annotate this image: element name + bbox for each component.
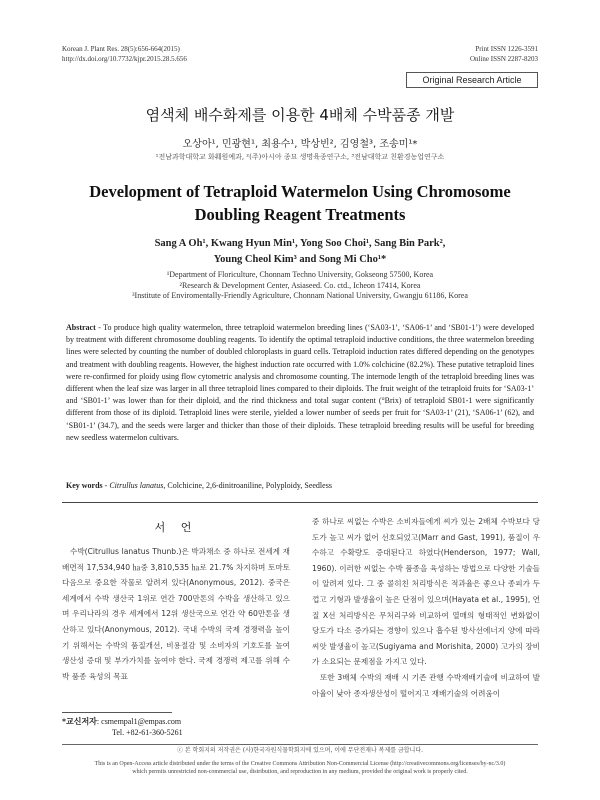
paragraph: 수박(Citrullus lanatus Thunb.)은 박과채소 중 하나로 전세계 재배면적 17,534,940 ㏊중 3,810,535 ㏊로 21.7% 차지하며 토마토 다음으로 중요한 작물로 알려져 있다(Anonymous, 2012). 중국은 세계에서 수박 생산국 1위로 연간 700만톤의 수박을 생산하고 있으며 우리나라의 경우 세계에서 12위 생산국으로 연간 약 60만톤을 생산하고 있다(Anonymous, 2012). 국내 수박의 국제 경쟁력을 높이기 위해서는 수박의 품질개선, 비용절감 및 소비자의 기호도를 높여 생산성 증대 및 부가가치를 높여야 한다. 국제 경쟁력 제고를 위해 수박 품종 육성의 목표 — [62, 547, 290, 681]
journal-line: Korean J. Plant Res. 28(5):656-664(2015) — [62, 45, 180, 53]
keywords — [66, 481, 534, 490]
journal-citation — [62, 44, 187, 64]
doi-link[interactable]: http://dx.doi.org/10.7732/kjpr.2015.28.5.656 — [62, 55, 187, 63]
keywords-species: Citrullus lanatus — [109, 481, 164, 490]
correspondence — [62, 716, 183, 738]
english-authors — [40, 236, 560, 268]
authors-line: Sang A Oh¹, Kwang Hyun Min¹, Yong Soo Choi¹, Sang Bin Park², — [154, 238, 446, 249]
paragraph: 또한 3배체 수박의 재배 시 기존 관행 수박재배기술에 비교하여 발아율이 낮아 종자생산성이 떨어지고 재배기술의 어려움이 — [312, 672, 540, 698]
license-line: which permits unrestricted non-commercial use, distribution, and reproduction in any medium, provided the original work is properly cited. — [132, 769, 468, 775]
keywords-rest: , Colchicine, 2,6-dinitroaniline, Polyploidy, Seedless — [163, 481, 332, 490]
section-divider — [62, 502, 538, 503]
abstract — [66, 322, 534, 444]
license-line: This is an Open-Access article distributed under the terms of the Creative Commons Attribution Non-Commercial License (http://creativecommons.org/licenses/by-nc/3.0) — [94, 761, 506, 767]
article-type-badge: Original Research Article — [406, 72, 538, 88]
english-affiliations — [40, 270, 560, 302]
correspondence-email[interactable]: : csmempal1@empas.com — [96, 717, 182, 726]
issn-info — [470, 44, 538, 64]
correspondence-phone: Tel. +82-61-360-5261 — [112, 728, 183, 737]
affiliation-1: ¹Department of Floriculture, Chonnam Techno University, Gokseong 57500, Korea — [166, 270, 434, 279]
correspondence-label: *교신저자 — [62, 717, 97, 726]
issn-online: Online ISSN 2287-8203 — [469, 55, 538, 63]
english-title-line: Development of Tetraploid Watermelon Using Chromosome — [89, 182, 511, 201]
body-column-left — [62, 544, 290, 684]
keywords-label: Key words — [66, 481, 103, 490]
paragraph: 중 하나로 씨없는 수박은 소비자들에게 씨가 있는 2배체 수박보다 당도가 높고 씨가 없어 선호되었고(Marr and Gast, 1991), 품질이 우수하고 수확량도 증대된다고 하였다(Henderson, 1977; Wall, 1960). 이러한 씨없는 수박 품종을 육성하는 방법으로 다양한 기술들이 알려져 있다. 그 중 콜히친 처리방식은 적과율은 좋으나 종피가 두껍고 기형과 발생율이 높은 단점이 있으며(Hayata et al., 1995), 연질 X선 처리방식은 무처리구와 비교하여 열매의 형태적인 변화없이 당도가 다소 증가되는 경향이 있으나 흡수된 방사선에너지 양에 따라 씨앗 발생율이 높고(Sugiyama and Morishita, 2000) 고가의 장비가 소요되는 문제점을 가지고 있다. — [312, 517, 540, 667]
keywords-dash: - — [102, 481, 110, 490]
abstract-text: - To produce high quality watermelon, three tetraploid watermelon breeding lines (‘SA03-1’, ‘SA06-1’ and ‘SB01-1’) were developed by treatment with different chromosome doubling reagents. To identify the optimal tetraploid inductive conditions, the three watermelon breeding lines were selected by counting the number of doubled chloroplasts in guard cells. Tetraploid induction rates differed depending on the genotypes and treatment with doubling reagents. However, the highest induction rate occurred with 1.0% colchicine (82.2%). These putative tetraploid lines were re-confirmed for ploidy using flow cytometric analysis and chromosome counting. The internode length of the tetraploid breeding lines was different when the leaf size was larger in all three tetraploid lines compared to their diploids. The fruit weight of the tetraploid fruits for ‘SA03-1’ and ‘SB01-1’ was lower than for their diploid, and the rind thickness and total sugar content (°Brix) of tetraploid SB01-1 were significantly different from those of its diploid. Tetraploid lines were sterile, yielded a lower number of seeds per fruit for ‘SA03-1’ (21), ‘SA06-1’ (62), and ‘SB01-1’ (34.7), and the seeds were larger and thicker than those of their diploids. These tetraploid breeding results will be useful for breeding new seedless watermelon cultivars. — [66, 323, 534, 442]
affiliation-3: ³Institute of Enviromentally-Friendly Agriculture, Chonnam National University, Gwangju 61186, Korea — [132, 291, 468, 300]
affiliation-2: ²Research & Development Center, Asiaseed. Co. ctd., Icheon 17414, Korea — [179, 280, 421, 290]
footnote-rule — [62, 712, 172, 713]
body-column-right — [312, 514, 540, 701]
issn-print: Print ISSN 1226-3591 — [475, 45, 538, 53]
korean-title: 염색체 배수화제를 이용한 4배체 수박품종 개발 — [145, 106, 455, 124]
license-notice — [40, 760, 560, 776]
korean-authors: 오상아¹, 민광현¹, 최용수¹, 박상빈², 김영철³, 조송미¹* — [182, 139, 418, 150]
english-title-line: Doubling Reagent Treatments — [194, 205, 406, 224]
abstract-label: Abstract — [66, 323, 96, 332]
introduction-heading: 서 언 — [154, 521, 198, 534]
copyright-notice: ⓒ 본 학회지의 저작권은 (사)한국자원식물학회지에 있으며, 이에 무단전재나 복제를 금합니다. — [62, 744, 538, 756]
korean-affiliations: ¹전남과학대학교 화훼원예과, ²(주)아시아 종묘 생명육종연구소, ³전남대학교 친환경농업연구소 — [155, 153, 445, 161]
english-title — [40, 180, 560, 226]
authors-line: Young Cheol Kim³ and Song Mi Cho¹* — [213, 254, 387, 265]
